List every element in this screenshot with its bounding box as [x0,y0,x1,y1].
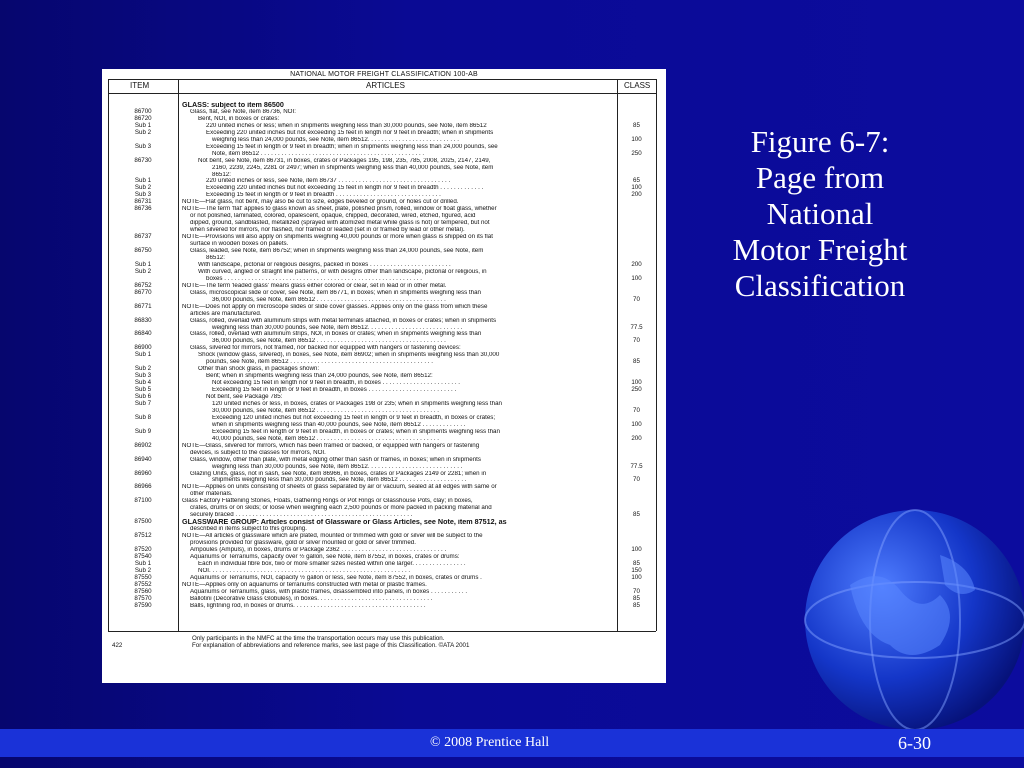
article-description: NOTE—The term 'flat' applies to glass known as sheet, plate, polished prism, rolled, window or float glass, whether [182,206,497,213]
class-rating [617,102,656,109]
article-description: provisions provided for glassware, gold or silver mounted or gold or silver trimmed. [190,540,416,547]
table-row [108,178,656,185]
table-row [108,457,656,464]
item-number: 86750 [134,247,152,255]
article-description: articles are manufactured. [190,310,262,317]
class-rating [617,248,656,255]
table-row [108,491,656,498]
table-row [108,151,656,158]
article-description: NOTE—Applies on units consisting of sheets of glass separated by air or vacuum, sealed at all edges with same or [182,484,497,491]
article-description: Exceeding 220 united inches but not exceeding 15 feet in length nor 9 feet in breadth; when in shipments [206,129,494,136]
table-row [108,158,656,165]
article-description: Glass, silvered for mirrors, not framed, nor backed nor equipped with hangers or fastening devices: [190,345,461,352]
item-number: 86771 [134,302,152,310]
class-rating [617,533,656,540]
table-row [108,165,656,172]
item-number: 86737 [134,233,152,241]
figure-caption-line: Classification [734,268,906,303]
class-rating: 250 [631,386,642,394]
table-row [108,192,656,199]
table-row [108,366,656,373]
footer-note-line: Only participants in the NMFC at the time the transportation occurs may use this publication. [192,635,445,642]
class-rating: 100 [631,573,642,581]
class-rating [617,443,656,450]
table-row [108,422,656,429]
article-description: 86512: [206,254,225,261]
table-row [108,345,656,352]
article-description: 36,000 pounds, see Note, item 86512 . . . . . . . . . . . . . . . . . . . . . . . . . . . . . . . . . . . . . . [212,338,446,345]
article-description: other materials. [190,491,233,498]
article-description: NOTE—All articles of glassware which are plated, mounted or trimmed with gold or silver will be subject to the [182,533,483,540]
item-number: 86966 [134,483,152,491]
item-number [108,220,178,227]
table-row [108,359,656,366]
article-description: 220 united inches or less; when in shipments weighing less than 30,000 pounds, see Note, item 86512 [206,122,487,129]
item-number [108,213,178,220]
article-description: NOI. . . . . . . . . . . . . . . . . . . . . . . . . . . . . . . . . . . . . . . . . . . . . . . . . . . . . . . . . . . [198,567,411,574]
item-number: 86900 [134,344,152,352]
table-row [108,185,656,192]
table-row [108,408,656,415]
table-row [108,450,656,457]
class-rating [617,519,656,526]
article-description: securely braced . . . . . . . . . . . . . . . . . . . . . . . . . . . . . . . . . . . . . . . . . . . . . . . . . . . . [190,512,413,519]
article-description: Glass Factory Flattening Stones, Floats, Gathering Rings or Pot Rings or Glasshouse Pots, clay; in boxes, [182,498,473,505]
table-row [108,331,656,338]
table-rule [108,79,656,80]
class-rating [617,158,656,165]
item-number: 87552 [134,580,152,588]
article-description: Ampoules (Ampuls), in boxes, drums or Package 2362 . . . . . . . . . . . . . . . . . . . . . . . . . . . . . . . [190,547,447,553]
table-row [108,352,656,359]
article-description: weighing less than 24,000 pounds, see Note, item 86512. . . . . . . . . . . . . . . . . . . . . . . . . . . [212,136,459,143]
table-row [108,241,656,248]
article-description: Glass, rolled, overlaid with aluminum strips with metal terminals attached, in boxes or crates; when in shipments [190,317,497,324]
copyright-text: © 2008 Prentice Hall [430,735,550,750]
article-description: or not polished, laminated, colored, opalescent, opaque, chipped, decorated, wired, etched, figured, acid [190,213,476,220]
article-description: when silvered for mirrors, nor flashed, nor framed or leaded (set in or framed by lead or other metal). [190,227,465,234]
figure-caption-line: Motor Freight [732,232,908,267]
table-row [108,568,656,575]
table-row [108,415,656,422]
item-number: 87570 [134,594,152,602]
class-rating [617,213,656,220]
table-rule [108,93,656,94]
table-row [108,220,656,227]
table-row [108,373,656,380]
article-description: GLASSWARE GROUP: Articles consist of Glassware or Glass Articles, see Note, item 87512, as [182,519,507,527]
article-description: Exceeding 120 united inches but not exceeding 15 feet in length or 9 feet in breadth, in boxes or crates; [212,414,496,421]
article-description: Glass, flat, see Note, item 86736, NOI: [190,108,296,115]
class-rating: 85 [633,121,640,129]
table-row [108,297,656,304]
table-row [108,276,656,283]
column-header-item: ITEM [130,81,150,90]
article-description: described in items subject to this grouping. [190,526,307,533]
item-number: 86731 [134,198,152,206]
article-description: weighing less than 30,000 pounds, see Note, item 86512. . . . . . . . . . . . . . . . . . . . . . . . . . . . [212,463,463,470]
table-row [108,234,656,241]
class-rating: 200 [631,260,642,268]
class-rating [617,484,656,491]
table-row [108,471,656,478]
table-row [108,484,656,491]
class-rating: 85 [633,559,640,567]
article-description: shipments weighing less than 30,000 pounds, see Note, item 86512 . . . . . . . . . . . . . . . . . . . . [212,477,467,484]
column-divider [656,79,657,631]
table-row [108,401,656,408]
item-number: Sub 9 [134,427,152,435]
class-rating: 200 [631,191,642,199]
class-rating [617,220,656,227]
class-rating [617,450,656,457]
article-description: 40,000 pounds, see Note, item 86512 . . . . . . . . . . . . . . . . . . . . . . . . . . . . . . . . . . . . [212,435,439,442]
item-number: 86720 [134,114,152,122]
table-row [108,130,656,137]
class-rating: 100 [631,379,642,387]
item-number: Sub 2 [134,267,152,275]
class-rating: 250 [631,149,642,157]
item-number: 86736 [134,205,152,213]
article-description: Glass, leaded, see Note, item 86752; when in shipments weighing less than 24,000 pounds, see Note, item [190,248,484,255]
table-row [108,380,656,387]
class-rating [617,234,656,241]
article-description: NOTE—Glass, silvered for mirrors, which has been framed or backed, or equipped with hangers or fastening [182,442,480,449]
table-row [108,512,656,519]
article-description: 120 united inches or less, in boxes, crates or Packages 198 or 235; when in shipments weighing less than [212,400,502,407]
table-row [108,394,656,401]
article-description: Ballotini (Decorative Glass Globules), in boxes. . . . . . . . . . . . . . . . . . . . . . . . . . . . . . . . . . [190,595,433,602]
article-description: Balls, lightning rod, in boxes or drums. . . . . . . . . . . . . . . . . . . . . . . . . . . . . . . . . . . . . . . [190,602,426,609]
document-title: NATIONAL MOTOR FREIGHT CLASSIFICATION 100-AB [290,71,478,78]
class-rating: 200 [631,434,642,442]
item-number: 86902 [134,441,152,449]
class-rating: 100 [631,184,642,192]
article-description: GLASS: subject to item 86500 [182,102,284,109]
table-row [108,338,656,345]
article-description: pounds, see Note, item 86512 . . . . . . . . . . . . . . . . . . . . . . . . . . . . . . . . . . . . . . . . . . [206,359,433,366]
article-description: Aquariums or Terrariums, capacity over ½ gallon, see Note, item 87552, in boxes, crates or drums: [190,553,460,560]
table-row [108,477,656,484]
article-description: NOTE—The term 'leaded glass' means glass either colored or clear, set in lead or in other metal. [182,282,447,289]
freight-classification-document [102,69,666,683]
table-row [108,290,656,297]
item-number: Sub 1 [134,260,152,268]
class-rating [617,283,656,290]
table-row [108,505,656,512]
class-rating: 70 [633,295,640,303]
table-row [108,304,656,311]
article-description: Glass, microscopical slide or cover, see Note, item 86771, in boxes; when in shipments weighing less than [190,289,481,296]
item-number: 86840 [134,330,152,338]
figure-caption [700,124,940,304]
table-row [108,589,656,596]
item-number: 86830 [134,316,152,324]
table-row [108,262,656,269]
globe-icon [790,495,1024,745]
article-description: Glass, window, other than plate, with metal edging other than sash or frames, in boxes; when in shipments [190,456,481,463]
article-description: when in shipments weighing less than 40,000 pounds, see Note, item 86512 . . . . . . . . . . . . . [212,421,466,428]
class-rating: 65 [633,177,640,185]
class-rating: 70 [633,476,640,484]
table-row [108,269,656,276]
article-description: 36,000 pounds, see Note, item 86512 . . . . . . . . . . . . . . . . . . . . . . . . . . . . . . . . . . . . . . [212,296,446,303]
class-rating: 100 [631,135,642,143]
table-row [108,582,656,589]
table-row [108,387,656,394]
table-row [108,227,656,234]
item-number: Sub 2 [134,365,152,373]
item-number: 87500 [134,518,152,526]
article-description: devices, is subject to the classes for mirrors, NOI. [190,449,326,456]
class-rating: 85 [633,511,640,519]
article-description: boxes . . . . . . . . . . . . . . . . . . . . . . . . . . . . . . . . . . . . . . . . . . . . . . . . . . . . . . . . . . [206,275,422,282]
class-rating [617,199,656,206]
class-rating [617,394,656,401]
class-rating [617,109,656,116]
column-header-class: CLASS [624,81,651,90]
table-row [108,575,656,582]
article-description: NOTE—Provisions will also apply on shipments weighing 40,000 pounds or more when glass is shipped on its flat [182,234,493,241]
table-row [108,311,656,318]
article-description: With landscape, pictorial or religious designs, packed in boxes . . . . . . . . . . . . . . . . . . . . . . . . [198,261,451,268]
class-rating: 70 [633,337,640,345]
item-number: 86960 [134,469,152,477]
table-row [108,248,656,255]
article-description: 86512: [212,171,231,178]
article-description: dipped, ground, sandblasted, metallized (sprayed with atomized metal while glass is hot) or tempered, but not [190,220,490,227]
table-row [108,561,656,568]
table-row [108,436,656,443]
class-rating: 85 [633,358,640,366]
article-description: Exceeding 15 feet in length or 9 feet in breadth; when in shipments weighing less than 24,000 pounds, see [206,143,498,150]
slide-number: 6-30 [898,733,931,753]
item-number: 87590 [134,601,152,609]
article-description: NOTE—Does not apply on microscope slides or slide cover glasses. Applies only on the glass from which these [182,303,488,310]
article-description: Exceeding 220 united inches but not exceeding 15 feet in length nor 9 feet in breadth . . . . . . . . . . . . . [206,185,484,192]
table-row [108,123,656,130]
article-description: Exceeding 15 feet in length or 9 feet in breadth, in boxes . . . . . . . . . . . . . . . . . . . . . . . . . . [212,387,457,394]
class-rating [617,304,656,311]
figure-caption-line: National [766,196,874,231]
item-number: 87100 [134,497,152,505]
class-rating [617,366,656,373]
table-row [108,596,656,603]
item-number: Sub 5 [134,386,152,394]
article-description: Exceeding 15 feet in length or 9 feet in breadth, in boxes or crates; when in shipments weighing less than [212,428,500,435]
class-rating: 100 [631,420,642,428]
class-rating [617,241,656,248]
class-rating: 150 [631,566,642,574]
item-number: 87540 [134,552,152,560]
class-rating [617,491,656,498]
item-number: Sub 2 [134,566,152,574]
article-description: Exceeding 15 feet in length or 9 feet in breadth . . . . . . . . . . . . . . . . . . . . . . . . . . . . . . . [206,192,441,199]
item-number: Sub 1 [134,559,152,567]
table-row [108,429,656,436]
classification-table-body [108,102,656,610]
item-number: 87560 [134,587,152,595]
item-number: 87520 [134,546,152,553]
class-rating: 77.5 [630,462,643,470]
item-number: Sub 8 [134,413,152,421]
class-rating [617,498,656,505]
article-description: Bent; when in shipments weighing less than 24,000 pounds, see Note, item 86512: [206,373,433,380]
table-row [108,533,656,540]
page-number: 422 [112,642,123,649]
table-row [108,443,656,450]
table-row [108,498,656,505]
item-number [108,165,178,172]
table-row [108,102,656,109]
table-row [108,199,656,206]
class-rating: 70 [633,587,640,595]
item-number: Sub 3 [134,372,152,380]
item-number: 86752 [134,281,152,289]
item-number: Sub 2 [134,184,152,192]
item-number [108,505,178,512]
article-description: 2160, 2239, 2245, 2281 or 2497; when in shipments weighing less than 40,000 pounds, see Note, item [212,164,494,171]
item-number: Sub 1 [134,351,152,359]
article-description: Shock (window glass, silvered), in boxes, see Note, item 86902; when in shipments weighing less than 30,000 [198,352,500,359]
item-number: 87512 [134,532,152,540]
table-row [108,116,656,123]
item-number: Sub 7 [134,399,152,407]
table-rule [108,631,656,632]
item-number: Sub 2 [134,128,152,136]
article-description: Not bent, see Package 785: [206,394,283,401]
article-description: Not bent, see Note, item 86731, in boxes, crates or Packages 195, 198, 235, 785, 2008, 2025, 2147, 2149, [198,157,491,164]
table-row [108,109,656,116]
class-rating [617,206,656,213]
article-description: Aquariums or Terrariums, NOI, capacity ½ gallon or less, see Note, item 87552, in boxes, crates or drums . [190,574,482,581]
class-rating: 70 [633,406,640,414]
article-description: Aquariums or Terrariums, glass, with plastic frames, disassembled into panels, in boxes . . . . . . . . . . . [190,588,468,595]
item-number: 86700 [134,107,152,115]
table-row [108,283,656,290]
class-rating: 85 [633,601,640,609]
table-row [108,554,656,561]
article-description: weighing less than 30,000 pounds, see Note, item 86512. . . . . . . . . . . . . . . . . . . . . . . . . . . . [212,324,463,331]
table-row [108,318,656,325]
table-row [108,213,656,220]
class-rating: 77.5 [630,323,643,331]
table-row [108,540,656,547]
article-description: 220 united inches or less, see Note, item 86737 . . . . . . . . . . . . . . . . . . . . . . . . . . . . . . . . . [206,178,451,185]
footer-note-line: For explanation of abbreviations and reference marks, see last page of this Classification. ©ATA 2001 [192,642,470,649]
item-number: Sub 3 [134,191,152,199]
article-description: Each in individual fibre box, two or more smaller sizes nested within one larger. . . . . . . . . . . . . . . . [198,560,466,567]
figure-caption-line: Page from [755,160,885,195]
item-number: 86770 [134,288,152,296]
table-row [108,206,656,213]
class-rating: 100 [631,546,642,553]
table-row [108,603,656,610]
article-description: Glass, rolled, overlaid with aluminum strips, NOI, in boxes or crates; when in shipments weighing less than [190,331,482,338]
article-description: Not exceeding 15 feet in length nor 9 feet in breadth, in boxes . . . . . . . . . . . . . . . . . . . . . . . [212,380,460,387]
table-row [108,172,656,179]
class-rating: 100 [631,274,642,282]
item-number: 86940 [134,455,152,463]
table-row [108,526,656,533]
column-header-articles: ARTICLES [366,81,405,90]
table-row [108,137,656,144]
table-row [108,547,656,554]
article-description: With curved, angled or straight line patterns, or with designs other than landscape, pictorial or religious, in [198,268,487,275]
article-description: Bent, NOI, in boxes or crates: [198,115,280,122]
item-number: Sub 6 [134,393,152,401]
table-row [108,464,656,471]
class-rating [617,345,656,352]
item-number: Sub 1 [134,177,152,185]
article-description: surface in wooden boxes on pallets. [190,241,289,248]
article-description: 30,000 pounds, see Note, item 86512 . . . . . . . . . . . . . . . . . . . . . . . . . . . . . . . . . . . . [212,407,439,414]
table-row [108,325,656,332]
item-number: Sub 3 [134,142,152,150]
class-rating [617,526,656,533]
table-row [108,519,656,526]
article-description: NOTE—Flat glass, not bent, may also be cut to size, edges beveled or ground, or holes cut or drilled. [182,199,459,206]
article-description: NOTE—Applies only on aquariums or terrariums constructed with metal or plastic frames. [182,581,427,588]
table-row [108,255,656,262]
class-rating: 85 [633,594,640,602]
item-number: Sub 4 [134,379,152,387]
figure-caption-line: Figure 6-7: [750,124,890,159]
article-description: Other than shock glass, in packages shown: [198,366,320,373]
table-row [108,144,656,151]
class-rating [617,227,656,234]
item-number: Sub 1 [134,121,152,129]
class-rating [617,311,656,318]
article-description: Glazing Units, glass, not in sash, see Note, item 86966, in boxes, crates or Packages 2149 or 2281; when in [190,470,487,477]
class-rating [617,165,656,172]
article-description: crates, drums or on skids; or loose when weighing each 2,500 pounds or more packed in packing material and [190,505,492,512]
article-description: Note, item 86512 . . . . . . . . . . . . . . . . . . . . . . . . . . . . . . . . . . . . . . . . . . . . . . . . [212,150,425,157]
item-number: 87550 [134,573,152,581]
item-number: 86730 [134,156,152,164]
